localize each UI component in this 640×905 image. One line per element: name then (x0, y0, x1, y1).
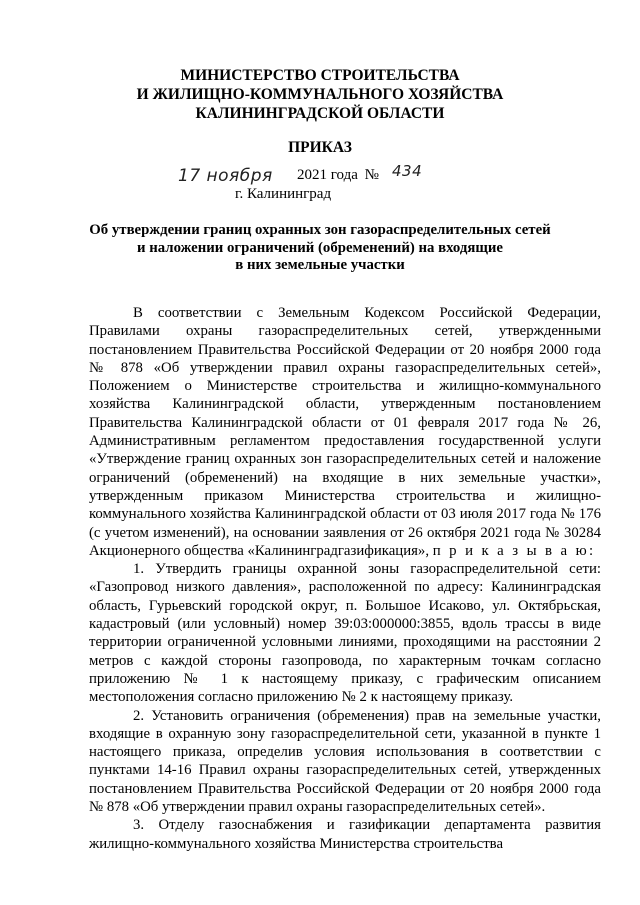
subject-line: в них земельные участки (235, 257, 405, 273)
item-2-paragraph: 2. Установить ограничения (обременения) прав на земельные участки, входящие в охранную зону газораспределительной сети, указанной в пункте 1 настоящего приказа, определив условия использования в соответствии с пунктами 14-16 Правил охраны газораспределительных сетей, утвержденных постановлением Правительства Российской Федерации от 20 ноября 2000 года № 878 «Об утверждении правил охраны газораспределительных сетей». (89, 707, 601, 816)
city-name: г. Калининград (235, 186, 332, 202)
document-body (89, 304, 601, 853)
number-sign: № (364, 167, 379, 183)
ministry-line: И ЖИЛИЩНО-КОММУНАЛЬНОГО ХОЗЯЙСТВА (136, 86, 504, 103)
printed-date (297, 167, 379, 184)
intro-text: В соответствии с Земельным Кодексом Российской Федерации, Правилами охраны газораспределительных сетей, утвержденными постановлением Правительства Российской Федерации от 20 ноября 2000 года № 878 «Об утверждении правил охраны газораспределительных сетей», Положением о Министерстве строительства и жилищно-коммунального хозяйства Калининградской области, утвержденным постановлением Правительства Калининградской области от 01 февраля 2017 года № 26, Административным регламентом предоставления государственной услуги «Утверждение границ охранных зон газораспределительных сетей и наложение ограничений (обременений) на входящие в них земельные участки», утвержденным приказом Министерства строительства и жилищно-коммунального хозяйства Калининградской области от 03 июля 2017 года № 176 (с учетом изменений), на основании заявления от 26 октября 2021 года № 30284 Акционерного общества «Калининградгазификация», (89, 305, 601, 559)
item-1-paragraph: 1. Утвердить границы охранной зоны газораспределительной сети: «Газопровод низкого давления», расположенной по адресу: Калининградская область, Гурьевский городской округ, п. Большое Исаково, ул. Октябрьская, кадастровый (или условный) номер 39:03:000000:3855, вдоль трассы в виде территории ограниченной условными линиями, проходящими на расстоянии 2 метров с каждой стороны газопровода, по характерным точкам согласно приложению № 1 к настоящему приказу, с графическим описанием местоположения согласно приложению № 2 к настоящему приказу. (89, 561, 601, 706)
date-number-line (168, 163, 488, 187)
item-3-paragraph: 3. Отделу газоснабжения и газификации департамента развития жилищно-коммунального хозяйства Министерства строительства (89, 817, 601, 852)
order-word: п р и к а з ы в а ю: (432, 542, 596, 559)
printed-year: 2021 года (297, 167, 358, 183)
subject-line: Об утверждении границ охранных зон газораспределительных сетей (89, 222, 551, 238)
intro-paragraph (89, 304, 601, 560)
handwritten-number: 434 (392, 162, 423, 180)
document-subject (0, 222, 640, 275)
document-type: ПРИКАЗ (288, 139, 352, 156)
subject-line: и наложении ограничений (обременений) на входящие (137, 239, 503, 256)
ministry-header (0, 66, 640, 123)
ministry-line: МИНИСТЕРСТВО СТРОИТЕЛЬСТВА (180, 67, 460, 84)
ministry-line: КАЛИНИНГРАДСКОЙ ОБЛАСТИ (195, 105, 445, 122)
handwritten-date: 17 ноября (178, 166, 273, 186)
